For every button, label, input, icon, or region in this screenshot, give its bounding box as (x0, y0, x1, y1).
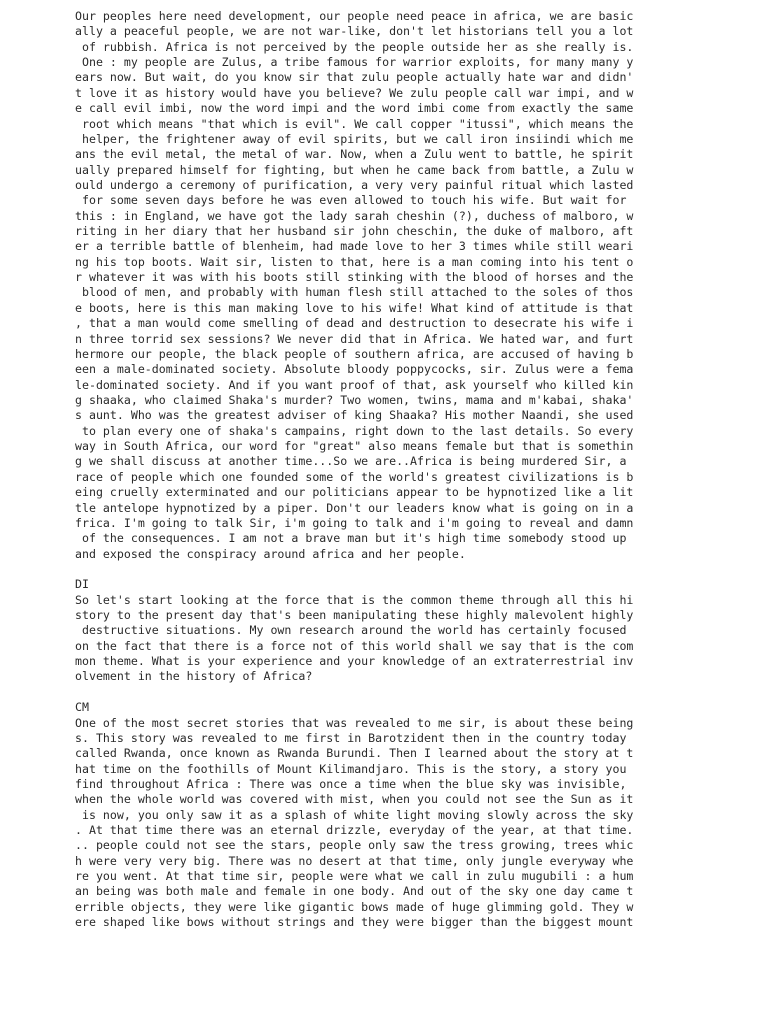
text-line: errible objects, they were like gigantic bows made of huge glimming gold. They w (75, 899, 634, 914)
text-line: this : in England, we have got the lady sarah cheshin (?), duchess of malboro, w (75, 208, 634, 223)
text-line: hermore our people, the black people of southern africa, are accused of having b (75, 346, 634, 361)
text-line: to plan every one of shaka's campains, right down to the last details. So every (75, 423, 634, 438)
text-line: find throughout Africa : There was once a time when the blue sky was invisible, (75, 776, 627, 791)
text-line: ould undergo a ceremony of purification, a very very painful ritual which lasted (75, 177, 634, 192)
text-line: frica. I'm going to talk Sir, i'm going to talk and i'm going to reveal and damn (75, 515, 634, 530)
text-line: e boots, here is this man making love to his wife! What kind of attitude is that (75, 300, 634, 315)
text-line: g we shall discuss at another time...So we are..Africa is being murdered Sir, a (75, 454, 627, 469)
text-line: s aunt. Who was the greatest adviser of king Shaaka? His mother Naandi, she used (75, 408, 634, 423)
text-line: helper, the frightener away of evil spirits, but we call iron insiindi which me (75, 131, 634, 146)
text-line: of the consequences. I am not a brave man but it's high time somebody stood up (75, 531, 627, 546)
text-line: ually prepared himself for fighting, but when he came back from battle, a Zulu w (75, 162, 634, 177)
text-line: when the whole world was covered with mist, when you could not see the Sun as it (75, 792, 634, 807)
text-line: ans the evil metal, the metal of war. Now, when a Zulu went to battle, he spirit (75, 147, 634, 162)
text-line: ally a peaceful people, we are not war-like, don't let historians tell you a lot (75, 24, 634, 39)
text-line: riting in her diary that her husband sir john cheschin, the duke of malboro, aft (75, 224, 634, 239)
text-line: One of the most secret stories that was revealed to me sir, is about these being (75, 715, 634, 730)
text-line: race of people which one founded some of the world's greatest civilizations is b (75, 469, 634, 484)
text-line: DI (75, 577, 89, 592)
text-line: een a male-dominated society. Absolute bloody poppycocks, sir. Zulus were a fema (75, 362, 634, 377)
text-line: of rubbish. Africa is not perceived by the people outside her as she really is. (75, 39, 634, 54)
text-line: ere shaped like bows without strings and they were bigger than the biggest mount (75, 915, 634, 930)
text-line: called Rwanda, once known as Rwanda Burundi. Then I learned about the story at t (75, 746, 634, 761)
text-line: .. people could not see the stars, people only saw the tress growing, trees whic (75, 838, 634, 853)
text-line: hat time on the foothills of Mount Kilimandjaro. This is the story, a story you (75, 761, 627, 776)
text-line: One : my people are Zulus, a tribe famous for warrior exploits, for many many y (75, 55, 634, 70)
text-line: ears now. But wait, do you know sir that zulu people actually hate war and didn' (75, 70, 634, 85)
text-line: . At that time there was an eternal drizzle, everyday of the year, at that time. (75, 823, 634, 838)
text-line: an being was both male and female in one body. And out of the sky one day came t (75, 884, 634, 899)
text-line: on the fact that there is a force not of this world shall we say that is the com (75, 638, 634, 653)
text-line: destructive situations. My own research around the world has certainly focused (75, 623, 627, 638)
text-line: is now, you only saw it as a splash of white light moving slowly across the sky (75, 807, 634, 822)
text-line: ng his top boots. Wait sir, listen to that, here is a man coming into his tent o (75, 254, 634, 269)
text-line: h were very very big. There was no desert at that time, only jungle everyway whe (75, 853, 634, 868)
text-line (75, 685, 685, 700)
text-line: n three torrid sex sessions? We never did that in Africa. We hated war, and furt (75, 331, 634, 346)
text-line (75, 562, 685, 577)
text-line: e call evil imbi, now the word impi and the word imbi come from exactly the same (75, 101, 634, 116)
text-line: Our peoples here need development, our people need peace in africa, we are basic (75, 9, 634, 23)
document-text (75, 9, 685, 931)
text-line: re you went. At that time sir, people were what we call in zulu mugubili : a hum (75, 869, 634, 884)
text-line: way in South Africa, our word for "great" also means female but that is somethin (75, 439, 634, 454)
text-line: g shaaka, who claimed Shaka's murder? Two women, twins, mama and m'kabai, shaka' (75, 392, 634, 407)
text-line: tle antelope hypnotized by a piper. Don't our leaders know what is going on in a (75, 500, 634, 515)
text-line: olvement in the history of Africa? (75, 669, 313, 684)
text-line: , that a man would come smelling of dead and destruction to desecrate his wife i (75, 316, 634, 331)
text-line: blood of men, and probably with human flesh still attached to the soles of thos (75, 285, 634, 300)
text-line: story to the present day that's been manipulating these highly malevolent highly (75, 608, 634, 623)
text-line: le-dominated society. And if you want proof of that, ask yourself who killed kin (75, 377, 634, 392)
text-line: s. This story was revealed to me first in Barotzident then in the country today (75, 730, 627, 745)
text-line: t love it as history would have you believe? We zulu people call war impi, and w (75, 85, 634, 100)
text-line: root which means "that which is evil". We call copper "itussi", which means the (75, 116, 634, 131)
text-line: eing cruelly exterminated and our politicians appear to be hypnotized like a lit (75, 485, 634, 500)
text-line: er a terrible battle of blenheim, had made love to her 3 times while still weari (75, 239, 634, 254)
text-line: and exposed the conspiracy around africa and her people. (75, 546, 466, 561)
text-line: CM (75, 700, 89, 715)
text-line: for some seven days before he was even allowed to touch his wife. But wait for (75, 193, 627, 208)
text-line: r whatever it was with his boots still stinking with the blood of horses and the (75, 270, 634, 285)
text-line: So let's start looking at the force that is the common theme through all this hi (75, 592, 634, 607)
text-line: mon theme. What is your experience and your knowledge of an extraterrestrial inv (75, 654, 634, 669)
